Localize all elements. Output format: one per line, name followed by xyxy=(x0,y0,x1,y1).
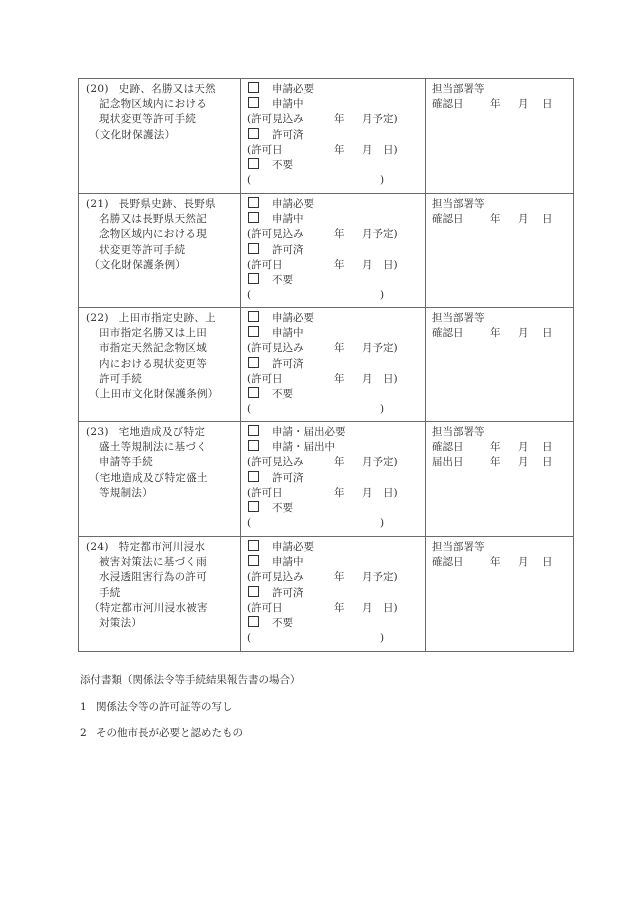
governing-law: （文化財保護法） xyxy=(89,128,176,141)
procedure-name-cell xyxy=(79,422,241,537)
checkbox-icon[interactable] xyxy=(248,540,259,551)
department-cell xyxy=(426,194,574,308)
expected-permit-date[interactable]: (許可見込み 年 月予定) xyxy=(247,113,398,126)
department-title: 担当部署等 xyxy=(432,83,485,95)
status-option-permitted[interactable]: 許可済 xyxy=(247,586,425,601)
status-option-required[interactable]: 申請必要 xyxy=(247,197,425,212)
status-option-in-progress[interactable]: 申請中 xyxy=(247,326,425,341)
procedure-number: (24) xyxy=(86,541,109,553)
department-date-line[interactable]: 確認日 年 月 日 xyxy=(432,213,553,226)
procedure-name-line: 名勝又は長野県天然記 xyxy=(99,213,207,226)
governing-law: （文化財保護条例） xyxy=(89,258,187,271)
checkbox-icon[interactable] xyxy=(248,326,259,337)
procedure-number: (21) xyxy=(86,198,109,210)
governing-law: 等規制法） xyxy=(99,486,153,499)
governing-law: （上田市文化財保護条例） xyxy=(89,388,219,401)
department-cell xyxy=(426,308,574,422)
permit-date[interactable]: (許可日 年 月 日) xyxy=(247,601,398,614)
attachment-item xyxy=(80,725,243,740)
checkbox-icon[interactable] xyxy=(248,440,259,451)
status-option-required[interactable]: 申請必要 xyxy=(247,540,425,555)
department-date-line[interactable]: 確認日 年 月 日 xyxy=(432,98,553,111)
department-date-line[interactable]: 届出日 年 月 日 xyxy=(432,456,553,469)
status-option-not-required[interactable]: 不要 xyxy=(247,501,425,516)
governing-law: 対策法） xyxy=(99,617,143,630)
procedure-name-line: 手続 xyxy=(99,586,121,599)
procedure-status-cell xyxy=(241,79,426,194)
procedure-name-line: (23) 宅地造成及び特定 xyxy=(86,426,206,438)
status-option-not-required[interactable]: 不要 xyxy=(247,616,425,631)
procedure-name-line: 念物区域内における現 xyxy=(99,228,207,241)
status-option-not-required[interactable]: 不要 xyxy=(247,158,425,173)
procedure-name-cell xyxy=(79,194,241,308)
procedure-name-line: (20) 史跡、名勝又は天然 xyxy=(86,83,216,95)
procedure-status-cell xyxy=(241,422,426,537)
checkbox-icon[interactable] xyxy=(248,128,259,139)
status-option-permitted[interactable]: 許可済 xyxy=(247,243,425,258)
expected-permit-date[interactable]: (許可見込み 年 月予定) xyxy=(247,571,398,584)
checkbox-icon[interactable] xyxy=(248,555,259,566)
procedure-name-line: 田市指定名勝又は上田 xyxy=(99,327,207,340)
department-title: 担当部署等 xyxy=(432,312,485,324)
status-option-not-required[interactable]: 不要 xyxy=(247,387,425,402)
procedure-row xyxy=(79,308,574,422)
checkbox-icon[interactable] xyxy=(248,425,259,436)
department-cell xyxy=(426,79,574,194)
checkbox-icon[interactable] xyxy=(248,387,259,398)
procedure-name-cell xyxy=(79,79,241,194)
status-option-in-progress[interactable]: 申請中 xyxy=(247,212,425,227)
status-option-required[interactable]: 申請必要 xyxy=(247,311,425,326)
procedure-name-line: 現状変更等許可手続 xyxy=(99,113,197,126)
checkbox-icon[interactable] xyxy=(248,471,259,482)
procedure-number: (20) xyxy=(86,83,109,95)
procedure-name-line: 水浸透阻害行為の許可 xyxy=(99,571,207,584)
department-title: 担当部署等 xyxy=(432,426,485,438)
procedure-name-line: 盛土等規制法に基づく xyxy=(99,441,207,454)
procedure-row xyxy=(79,79,574,194)
checkbox-icon[interactable] xyxy=(248,212,259,223)
permit-date[interactable]: (許可日 年 月 日) xyxy=(247,143,398,156)
status-option-permitted[interactable]: 許可済 xyxy=(247,357,425,372)
checkbox-icon[interactable] xyxy=(248,501,259,512)
procedure-name-line: (22) 上田市指定史跡、上 xyxy=(86,312,216,324)
procedure-row xyxy=(79,194,574,308)
procedure-name-line: 記念物区域内における xyxy=(99,98,207,111)
status-option-permitted[interactable]: 許可済 xyxy=(247,128,425,143)
attachment-index: 2 xyxy=(80,727,87,739)
status-note-field[interactable]: ( ) xyxy=(247,632,385,645)
department-date-line[interactable]: 確認日 年 月 日 xyxy=(432,441,553,454)
status-option-not-required[interactable]: 不要 xyxy=(247,273,425,288)
checkbox-icon[interactable] xyxy=(248,97,259,108)
permit-date[interactable]: (許可日 年 月 日) xyxy=(247,258,398,271)
status-note-field[interactable]: ( ) xyxy=(247,403,385,416)
department-date-line[interactable]: 確認日 年 月 日 xyxy=(432,327,553,340)
attachment-index: 1 xyxy=(80,701,87,713)
expected-permit-date[interactable]: (許可見込み 年 月予定) xyxy=(247,456,398,469)
status-note-field[interactable]: ( ) xyxy=(247,517,385,530)
status-option-required[interactable]: 申請・届出必要 xyxy=(247,425,425,440)
status-option-required[interactable]: 申請必要 xyxy=(247,82,425,97)
department-title: 担当部署等 xyxy=(432,198,485,210)
procedure-name-line: (21) 長野県史跡、長野県 xyxy=(86,198,216,210)
checkbox-icon[interactable] xyxy=(248,197,259,208)
procedure-name-line: 内における現状変更等 xyxy=(99,357,207,370)
governing-law: （特定都市河川浸水被害 xyxy=(89,601,208,614)
procedure-name-cell xyxy=(79,537,241,652)
checkbox-icon[interactable] xyxy=(248,158,259,169)
procedure-name-line: 被害対策法に基づく雨 xyxy=(99,556,207,569)
procedure-number: (23) xyxy=(86,426,109,438)
checkbox-icon[interactable] xyxy=(248,243,259,254)
checkbox-icon[interactable] xyxy=(248,311,259,322)
checkbox-icon[interactable] xyxy=(248,273,259,284)
procedure-name-line: 市指定天然記念物区域 xyxy=(99,342,207,355)
department-cell xyxy=(426,422,574,537)
procedure-name-cell xyxy=(79,308,241,422)
expected-permit-date[interactable]: (許可見込み 年 月予定) xyxy=(247,228,398,241)
status-option-in-progress[interactable]: 申請中 xyxy=(247,97,425,112)
checkbox-icon[interactable] xyxy=(248,616,259,627)
procedure-number: (22) xyxy=(86,312,109,324)
status-option-in-progress[interactable]: 申請・届出中 xyxy=(247,440,425,455)
procedures-table xyxy=(78,78,574,652)
procedure-name-line: 申請等手続 xyxy=(99,456,153,469)
status-option-permitted[interactable]: 許可済 xyxy=(247,471,425,486)
procedure-status-cell xyxy=(241,308,426,422)
permit-date[interactable]: (許可日 年 月 日) xyxy=(247,372,398,385)
checkbox-icon[interactable] xyxy=(248,82,259,93)
attachment-text: 関係法令等の許可証等の写し xyxy=(96,701,233,713)
procedure-status-cell xyxy=(241,537,426,652)
status-option-in-progress[interactable]: 申請中 xyxy=(247,555,425,570)
procedure-status-cell xyxy=(241,194,426,308)
department-date-line[interactable]: 確認日 年 月 日 xyxy=(432,556,553,569)
procedure-row xyxy=(79,422,574,537)
department-title: 担当部署等 xyxy=(432,541,485,553)
procedure-name-line: 許可手続 xyxy=(99,372,143,385)
procedure-name-line: 状変更等許可手続 xyxy=(99,243,186,256)
procedure-row xyxy=(79,537,574,652)
checkbox-icon[interactable] xyxy=(248,586,259,597)
procedure-name-line: (24) 特定都市河川浸水 xyxy=(86,541,206,553)
expected-permit-date[interactable]: (許可見込み 年 月予定) xyxy=(247,342,398,355)
status-note-field[interactable]: ( ) xyxy=(247,289,385,302)
governing-law: （宅地造成及び特定盛土 xyxy=(89,471,208,484)
attachment-text: その他市長が必要と認めたもの xyxy=(96,727,243,739)
department-cell xyxy=(426,537,574,652)
permit-date[interactable]: (許可日 年 月 日) xyxy=(247,486,398,499)
checkbox-icon[interactable] xyxy=(248,357,259,368)
status-note-field[interactable]: ( ) xyxy=(247,174,385,187)
attachment-item xyxy=(80,699,233,714)
attachments-title: 添付書類（関係法令等手続結果報告書の場合） xyxy=(80,674,301,686)
